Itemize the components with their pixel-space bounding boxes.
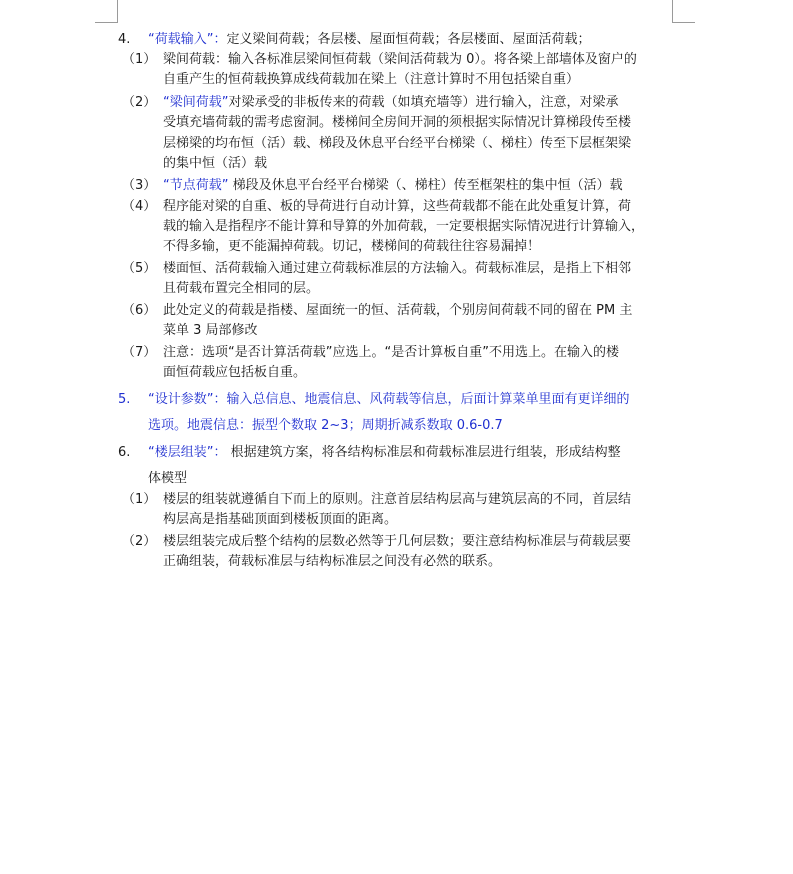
section-5-line: “设计参数”：输入总信息、地震信息、风荷载等信息，后面计算菜单里面有更详细的 xyxy=(148,392,630,407)
item-4-4-line: 程序能对梁的自重、板的导荷进行自动计算，这些荷载都不能在此处重复计算，荷 xyxy=(163,199,632,214)
crop-mark-top-right xyxy=(672,0,695,23)
item-4-2-line: 受填充墙荷载的需考虑窗洞。楼梯间全房间开洞的须根据实际情况计算梯段传至楼 xyxy=(163,115,632,130)
item-4-2-line: 的集中恒（活）载 xyxy=(163,156,268,171)
section-6-title: “楼层组装”： xyxy=(148,445,227,460)
item-6-1-line: 构层高是指基础顶面到楼板顶面的距离。 xyxy=(163,512,398,527)
item-4-6-line: 菜单 3 局部修改 xyxy=(163,323,258,338)
section-4-desc: 定义梁间荷载；各层楼、屋面恒荷载；各层楼面、屋面活荷载； xyxy=(226,32,591,47)
item-4-6-number: （6） xyxy=(122,303,157,318)
item-6-1-number: （1） xyxy=(122,492,157,507)
item-4-7-line: 注意：选项“是否计算活荷载”应选上。“是否计算板自重”不用选上。在输入的楼 xyxy=(163,345,619,360)
section-6-heading xyxy=(148,443,621,463)
item-4-2-line: “梁间荷载”对梁承受的非板传来的荷载（如填充墙等）进行输入，注意，对梁承 xyxy=(163,95,619,110)
item-4-3-label: “节点荷载” xyxy=(163,178,229,193)
item-6-2-number: （2） xyxy=(122,534,157,549)
item-4-3-number: （3） xyxy=(122,178,157,193)
item-4-7-number: （7） xyxy=(122,345,157,360)
crop-mark-top-left xyxy=(95,0,118,23)
item-4-4-line: 不得多输，更不能漏掉荷载。切记，楼梯间的荷载往往容易漏掉！ xyxy=(163,239,541,254)
item-6-2-line: 楼层组装完成后整个结构的层数必然等于几何层数；要注意结构标准层与荷载层要 xyxy=(163,534,632,549)
item-6-1-line: 楼层的组装就遵循自下而上的原则。注意首层结构层高与建筑层高的不同，首层结 xyxy=(163,492,632,507)
item-6-2-line: 正确组装，荷载标准层与结构标准层之间没有必然的联系。 xyxy=(163,554,502,569)
section-6-number: 6. xyxy=(118,445,131,460)
section-6-desc-line: 体模型 xyxy=(148,471,188,486)
item-4-5-line: 楼面恒、活荷载输入通过建立荷载标准层的方法输入。荷载标准层，是指上下相邻 xyxy=(163,261,632,276)
item-4-4-line: 载的输入是指程序不能计算和导算的外加荷载，一定要根据实际情况进行计算输入， xyxy=(163,219,645,234)
section-6-desc: 根据建筑方案，将各结构标准层和荷载标准层进行组装，形成结构整 xyxy=(230,445,621,460)
section-4-number: 4. xyxy=(118,32,131,47)
item-4-1-number: （1） xyxy=(122,52,157,67)
item-4-7-line: 面恒荷载应包括板自重。 xyxy=(163,365,307,380)
item-4-3-line: “节点荷载” 梯段及休息平台经平台梯梁（、梯柱）传至框架柱的集中恒（活）载 xyxy=(163,178,623,193)
section-4-heading xyxy=(148,30,591,50)
item-4-4-number: （4） xyxy=(122,199,157,214)
item-4-5-line: 且荷载布置完全相同的层。 xyxy=(163,281,320,296)
item-4-5-number: （5） xyxy=(122,261,157,276)
section-5-number: 5. xyxy=(118,392,131,407)
item-4-2-line: 层梯梁的均布恒（活）载、梯段及休息平台经平台梯梁（、梯柱）传至下层框架梁 xyxy=(163,136,632,151)
item-4-2-label: “梁间荷载” xyxy=(163,95,229,110)
item-4-2-number: （2） xyxy=(122,95,157,110)
section-4-title: “荷载输入”： xyxy=(148,32,227,47)
item-4-1-line: 自重产生的恒荷载换算成线荷载加在梁上（注意计算时不用包括梁自重） xyxy=(163,72,580,87)
item-4-6-line: 此处定义的荷载是指楼、屋面统一的恒、活荷载，个别房间荷载不同的留在 PM 主 xyxy=(163,303,633,318)
item-4-1-line: 梁间荷载：输入各标准层梁间恒荷载（梁间活荷载为 0）。将各梁上部墙体及窗户的 xyxy=(163,52,637,67)
section-5-line: 选项。地震信息：振型个数取 2~3；周期折减系数取 0.6-0.7 xyxy=(148,418,503,433)
